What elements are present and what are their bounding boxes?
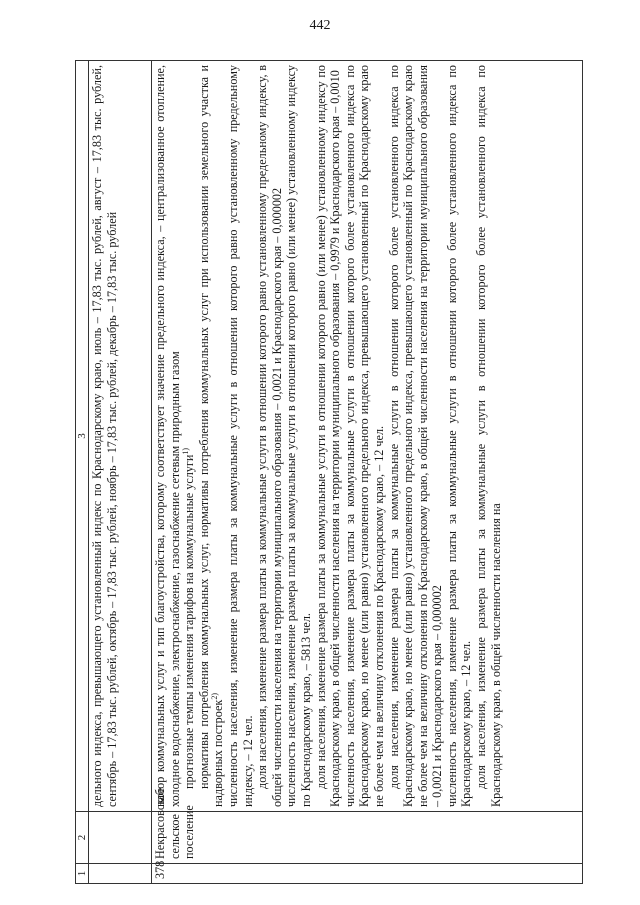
table-row [152,61,583,884]
rotated-table-inner [75,60,583,884]
paragraph-pop-between: численность населения, изменение размера платы за коммунальные услуги в отношении которого более установленного индекса по Краснодарскому краю, но менее (или равно) установленного предельного индекса, превышающего установленный по Краснодарскому краю не более чем на величину отклонения по Краснодарскому краю, – 12 чел. [342,65,386,807]
tariffs-text: прогнозные темпы изменения тарифов на коммунальные услуги [182,454,197,789]
paragraph-pop-below: численность населения, изменение размера платы за коммунальные услуги в отношении которого равно (или менее) установленному индексу по Краснодарскому краю, – 5813 чел. [284,65,313,807]
paragraph-share-equal: доля населения, изменение размера платы за коммунальные услуги в отношении которого равно установленному предельному индексу, в общей численности населения на территории муниципального образования – 0,0021 и Краснодарского края – 0,000002 [255,65,284,807]
paragraph-share-between: доля населения, изменение размера платы за коммунальные услуги в отношении которого более установленного индекса по Краснодарскому краю, но менее (или равно) установленного предельного индекса, превышающего установленный по Краснодарскому краю не более чем на величину отклонения по Краснодарскому краю, в общей численности населения на территории муниципального образования – 0,0021 и Краснодарского края – 0,000002 [386,65,445,807]
paragraph-utilities: набор коммунальных услуг и тип благоустройства, которому соответствует значение предельного индекса, – централизованное отопление, холодное водоснабжение, электроснабжение, газоснабжение сетевым природным газом [153,65,182,807]
header-row [76,61,89,884]
continuation-row [89,61,152,884]
header-col-1: 1 [76,864,89,884]
paragraph-share-below: доля населения, изменение размера платы за коммунальные услуги в отношении которого равно (или менее) установленному индексу по Краснодарскому краю, в общей численности населения на территории муниципального образования – 0,9979 и Краснодарского края – 0,0010 [313,65,343,807]
page-number: 442 [309,18,331,33]
settlement-name: Некрасовское сельское поселение [152,812,583,864]
header-col-3: 3 [76,61,89,812]
paragraph-share-above: доля населения, изменение размера платы за коммунальные услуги в отношении которого более установленного индекса по Краснодарскому краю, в общей численности населения на [474,65,503,807]
continuation-text-cell [89,61,152,812]
tariffs-footnote: 1) [181,447,191,455]
row-number: 378 [152,864,583,884]
row-details [152,61,583,812]
paragraph-pop-above: численность населения, изменение размера платы за коммунальные услуги в отношении которого более установленного индекса по Краснодарскому краю, – 12 чел. [444,65,474,807]
continuation-name-cell [89,812,152,864]
paragraph-norms [197,65,226,807]
continuation-text: дельного индекса, превышающего установленный индекс по Краснодарскому краю, июль – 17,83 тыс. рублей, август – 17,83 тыс. рублей, сентябрь – 17,83 тыс. рублей, октябрь – 17,83 тыс. рублей, ноябрь – 17,83 тыс. рублей, декабрь – 17,83 тыс. рублей [90,65,119,807]
paragraph-pop-equal: численность населения, изменение размера платы за коммунальные услуги в отношении которого равно установленному предельному индексу, – 12 чел. [225,65,255,807]
data-table [75,60,583,884]
continuation-num-cell [89,864,152,884]
header-col-2: 2 [76,812,89,864]
norms-footnote: 2) [210,693,220,700]
norms-text: нормативы потребления коммунальных услуг, нормативы потребления коммунальных услуг при использовании земельного участка и надворных построек [196,65,226,807]
paragraph-tariffs [182,65,197,807]
rotated-table-block [75,60,583,884]
